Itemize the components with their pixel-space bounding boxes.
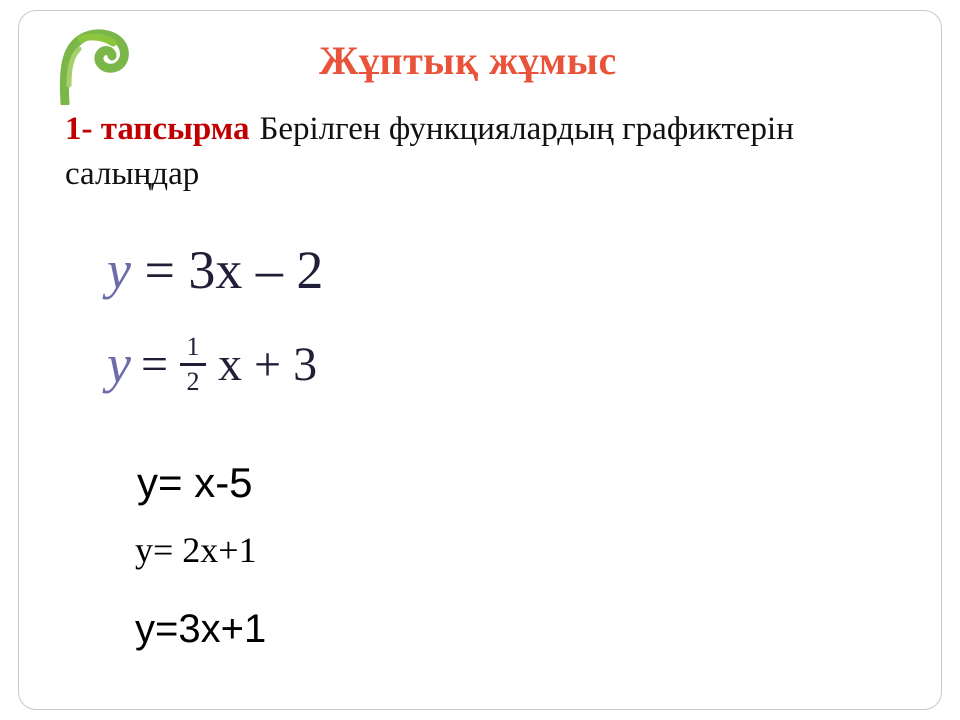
equation-2-equals: = <box>140 337 169 391</box>
equation-2 <box>107 333 317 395</box>
equation-2-variable: y <box>107 334 131 394</box>
slide-title: Жұптық жұмыс <box>319 38 617 83</box>
equation-1-body: = 3x – 2 <box>130 240 324 300</box>
equation-4: y= 2x+1 <box>135 530 257 570</box>
equation-2-body: x + 3 <box>218 337 318 391</box>
task-label: 1- тапсырма <box>65 111 250 147</box>
task-statement <box>65 107 905 196</box>
decorative-swirl-icon <box>47 25 157 105</box>
equation-5: y=3x+1 <box>135 607 267 651</box>
equation-1 <box>107 239 323 301</box>
fraction-denominator: 2 <box>186 366 200 396</box>
fraction-bar <box>180 363 206 366</box>
task-text: Берілген функциялардың графиктерін салыңдар <box>65 111 794 192</box>
equation-3: y= x-5 <box>137 459 253 506</box>
equation-1-variable: y <box>107 240 131 300</box>
equation-2-fraction <box>180 331 206 396</box>
fraction-numerator: 1 <box>186 331 200 361</box>
slide-canvas <box>18 10 942 710</box>
